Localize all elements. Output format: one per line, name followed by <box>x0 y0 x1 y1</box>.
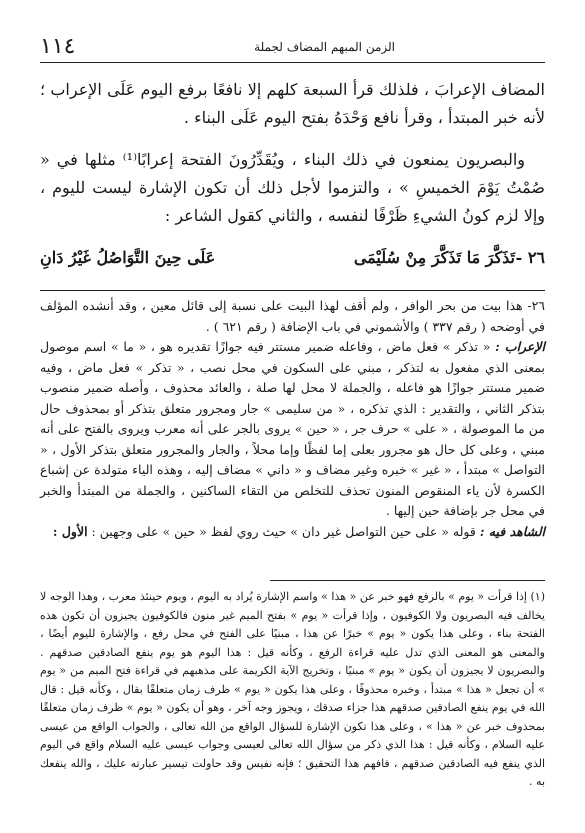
page-number: ١١٤ <box>40 34 76 59</box>
commentary-shahid <box>40 522 545 543</box>
verse-line <box>40 248 545 278</box>
commentary-irab <box>40 337 545 522</box>
shahid-text: قوله « على حين التواصل غير دان » حيث روي لفظ « حين » على وجهين : <box>91 523 476 539</box>
commentary-intro: ٢٦- هذا بيت من بحر الوافر ، ولم أقف لهذا البيت على نسبة إلى قائل معين ، وقد أنشده المؤلف في أوضحه ( رقم ٣٣٧ ) والأشموني في باب الإضافة ( رقم ٦٢١ ) . <box>40 298 545 334</box>
commentary <box>40 296 545 542</box>
verse-hemistich-1: تَذَكَّرَ مَا تَذَكَّرَ مِنْ سُلَيْمَى <box>353 248 515 267</box>
footnotes <box>40 588 545 792</box>
shahid-first: الأول : <box>52 523 88 539</box>
verse-hemistich-2: عَلَى حِينَ التَّوَاصُلُ غَيْرُ دَانِ <box>40 248 216 267</box>
irab-text: « تذكر » فعل ماض ، وفاعله ضمير مستتر فيه جوازًا تقديره هو ، « ما » اسم موصول بمعنى الذي مفعول به لتذكر ، مبني على السكون في محل نصب ، « تذكر » فعل ماض ، وفيه ضمير مستتر جوازًا هو فاعله ، والجملة لا محل لها صلة ، والعائد محذوف ، وأصله ضمير منصوب بتذكر الثاني ، والتقدير : الذي تذكره ، « من سليمى » جار ومجرور متعلق بتذكر أو بمحذوف حال من ما الموصولة ، « على » حرف جر ، « حين » يروى بالجر على أنه معرب ويروى بالفتح على أنه مبني ، وعلى كل حال هو مجرور بعلى إما لفظًا وإما محلاً ، والجار والمجرور متعلق بتذكر الأول ، « التواصل » مبتدأ ، « غير » خبره وغير مضاف و « داني » مضاف إليه ، وهذه الياء متولدة عن إشباع الكسرة لأن ياء المنقوص المنون تحذف للتخلص من التقاء الساكنين ، والجملة من المبتدأ والخبر في محل جر بإضافة حين إليها . <box>40 339 545 518</box>
main-paragraph-1: المضاف الإعرابَ ، فلذلك قرأ السبعة كلهم إلا نافعًا برفع اليوم عَلَى الإعراب ؛ لأنه خبر المبتدأ ، وقرأ نافع وَحْدَهُ بفتح اليوم عَلَى البناء . <box>40 80 545 127</box>
running-title: الزمن المبهم المضاف لجملة <box>254 40 395 54</box>
main-text <box>40 76 545 244</box>
shahid-label: الشاهد فيه : <box>479 523 545 539</box>
page-header <box>40 34 545 64</box>
header-rule <box>40 62 545 63</box>
main-paragraph-2: والبصريون يمنعون في ذلك البناء ، ويُقَدِّرُونَ الفتحة إعرابًا⁽¹⁾ مثلها في « صُمْتُ يَوْمَ الخميسِ » ، والتزموا لأجل ذلك أن تكون الإشارة ليست لليوم ، وإلا لزم كونُ الشيءِ ظَرْفًا لنفسه ، والثاني كقول الشاعر : <box>40 150 545 225</box>
footnote-1: (١) إذا قرأت « يوم » بالرفع فهو خبر عن « هذا » واسم الإشارة يُراد به اليوم ، ويوم حينئذ معرب ، وهذا الوجه لا يخالف فيه البصريون ولا الكوفيون ، وإذا قرأت « يوم » بفتح الميم غير منون فالكوفيون يجيزون أن تكون هذه الفتحة بناء ، وعلى هذا يكون « يوم » خبرًا عن هذا ، مبنيًا على الفتح في محل رفع ، والإشارة لليوم أيضًا ، والمعنى هو المعنى الذي تدل عليه قراءة الرفع ، وكأنه قيل : هذا اليوم هو يوم ينفع الصادقين صدقهم . والبصريون لا يجيزون أن يكون « يوم » مبنيًا ، وتخريج الآية الكريمة على مذهبهم في قراءة فتح الميم من « يوم » أن تجعل « هذا » مبتدأ ، وخبره محذوفًا ، وعلى هذا يكون « يوم » ظرف زمان متعلقًا بقال ، وكأنه قيل : قال الله في يوم ينفع الصادقين صدقهم هذا جزاء صدقك ، ويجوز وجه آخر ، وهو أن يكون « يوم » ظرف زمان متعلقًا بمحذوف خبر عن « هذا » ، وعلى هذا تكون الإشارة للسؤال الواقع من الله تعالى ، والجواب الواقع من عيسى عليه السلام ، وكأنه قيل : هذا الذي ذكر من سؤال الله تعالى لعيسى وجواب عيسى عليه السلام واقع في اليوم الذي ينفع فيه الصادقين صدقهم ، فافهم هذا التحقيق ؛ فإنه نفيس وقد حاولت تيسير عبارته عليك ، والله ينفعك به . <box>40 590 545 788</box>
verse-number: ٢٦ - <box>515 248 545 267</box>
footnote-rule <box>270 580 545 581</box>
irab-label: الإعراب : <box>495 339 545 354</box>
verse-rule <box>40 290 545 291</box>
